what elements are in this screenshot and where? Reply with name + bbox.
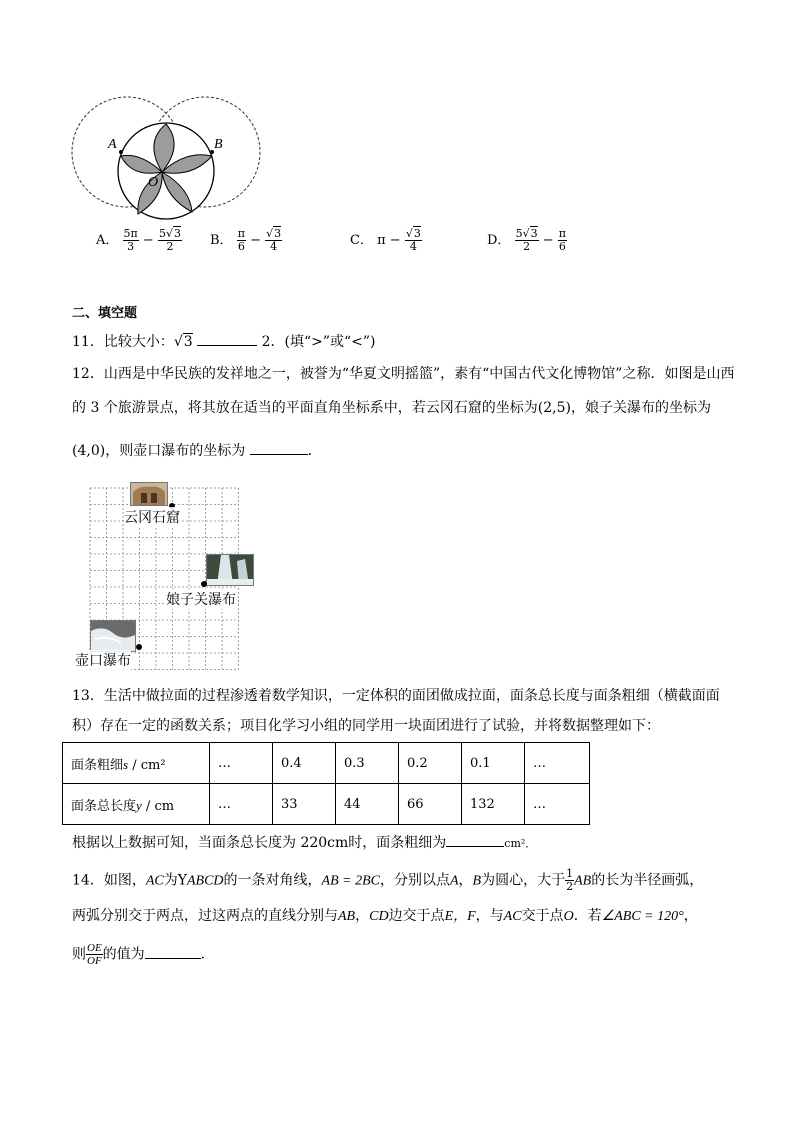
- table-cell: 33: [273, 784, 336, 825]
- table-row: [63, 784, 590, 825]
- q12-answer-blank[interactable]: [250, 440, 308, 455]
- niangziguan-label: 娘子关瀑布: [166, 589, 236, 609]
- q14-line1: 14．如图，AC为YABCD的一条对角线，AB = 2BC，分别以点A，B为圆心，大于 $\frac{1}{2}$ AB的长为半径画弧，: [72, 867, 704, 893]
- table-cell: …: [210, 784, 273, 825]
- table-cell: 0.4: [273, 743, 336, 784]
- label-a: A: [108, 137, 117, 152]
- table-cell: 0.1: [462, 743, 525, 784]
- choice-d[interactable]: D． $\frac{5√3}{2}$ − $\frac{\pi}{6}$: [487, 227, 567, 253]
- row-header: 面条总长度y / cm: [63, 784, 210, 825]
- point-a: [119, 150, 123, 154]
- q14-line2: 两弧分别交于两点，过这两点的直线分别与AB，CD边交于点E，F，与AC交于点O．若∠ABC = 120°，: [72, 908, 698, 924]
- label-o: O: [148, 175, 159, 190]
- q12-line3: (4,0)，则壶口瀑布的坐标为 ．: [72, 440, 322, 461]
- choice-b[interactable]: B． $\frac{\pi}{6}$ − $\frac{√3}{4}$: [210, 227, 282, 253]
- niangziguan-point: [201, 581, 207, 587]
- q11-answer-blank[interactable]: [197, 331, 257, 346]
- q13-line1: 13．生活中做拉面的过程渗透着数学知识，一定体积的面团做成拉面，面条总长度与面条粗细（横截面面: [72, 688, 720, 704]
- hukou-label: 壶口瀑布: [75, 650, 131, 670]
- noodle-data-table: [62, 742, 590, 825]
- q12-line2: 的 3 个旅游景点，将其放在适当的平面直角坐标系中，若云冈石窟的坐标为(2,5)，娘子关瀑布的坐标为: [72, 400, 711, 416]
- hukou-point: [136, 644, 142, 650]
- q14-answer-blank[interactable]: [145, 944, 201, 959]
- hukou-waterfall-photo: [90, 620, 136, 652]
- table-cell: 66: [399, 784, 462, 825]
- q13-line2: 积）存在一定的函数关系；项目化学习小组的同学用一块面团进行了试验，并将数据整理如下：: [72, 718, 660, 734]
- q13-line3: 根据以上数据可知，当面条总长度为 220cm时，面条粗细为 cm²．: [72, 832, 536, 854]
- flower-circle-figure: [64, 90, 274, 220]
- table-cell: 44: [336, 784, 399, 825]
- label-b: B: [214, 137, 223, 152]
- niangziguan-waterfall-photo: [206, 554, 254, 586]
- q13-answer-blank[interactable]: [446, 832, 504, 847]
- q14-line3: 则 $\frac{OE}{OF}$ 的值为 ．: [72, 942, 215, 967]
- yungang-grottoes-photo: [130, 482, 168, 506]
- choice-c[interactable]: C． π − $\frac{√3}{4}$: [350, 227, 421, 253]
- section-title: 二、填空题: [72, 306, 138, 321]
- table-cell: …: [210, 743, 273, 784]
- yungang-label: 云冈石窟: [124, 507, 180, 527]
- row-header: 面条粗细s / cm²: [63, 743, 210, 784]
- question-11: 11．比较大小：√3 2．(填“>”或“<”): [72, 331, 376, 352]
- table-row: [63, 743, 590, 784]
- choice-a[interactable]: A． $\frac{5\pi}{3}$ − $\frac{5√3}{2}$: [96, 227, 181, 253]
- table-cell: 0.2: [399, 743, 462, 784]
- table-cell: …: [525, 784, 590, 825]
- q12-line1: 12．山西是中华民族的发祥地之一，被誉为“华夏文明摇篮”，素有“中国古代文化博物馆”之称．如图是山西: [72, 366, 735, 382]
- table-cell: 132: [462, 784, 525, 825]
- table-cell: 0.3: [336, 743, 399, 784]
- table-cell: …: [525, 743, 590, 784]
